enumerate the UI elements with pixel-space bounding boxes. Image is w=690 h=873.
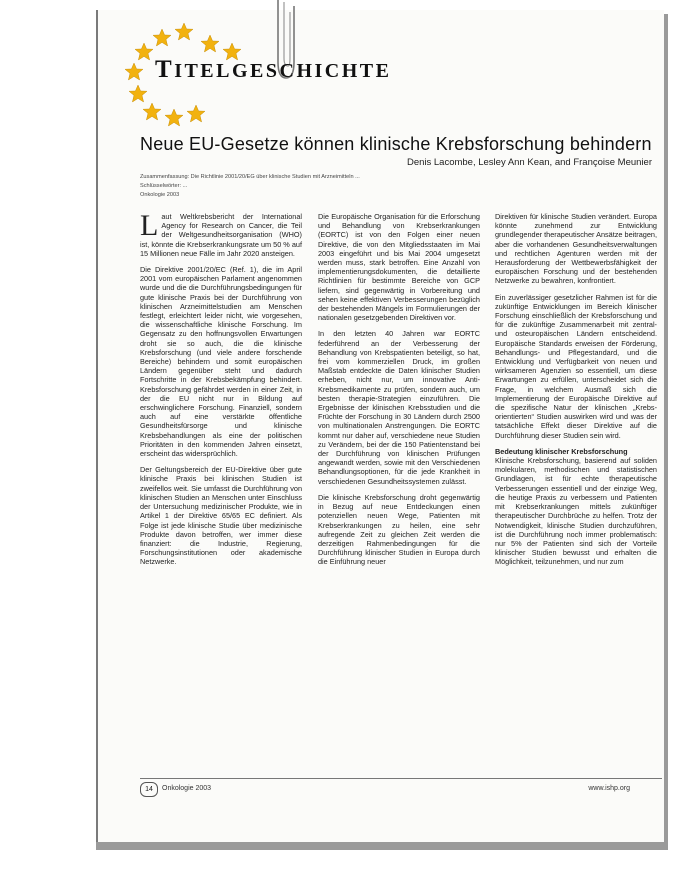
column-2 (318, 212, 480, 574)
article-authors: Denis Lacombe, Lesley Ann Kean, and Françoise Meunier (406, 157, 652, 168)
article-body (140, 209, 660, 757)
page-footer (140, 778, 662, 795)
article-title: Neue EU-Gesetze können klinische Krebsforschung behindern (140, 134, 652, 154)
section-kicker (155, 56, 391, 84)
article-summary: Zusammenfassung: Die Richtlinie 2001/20/EG über klinische Studien mit Arzneimitteln ... (140, 174, 360, 180)
paragraph: Ein zuverlässiger gesetzlicher Rahmen ist für die zukünftige Entwicklungen im Bereich klinischer Forschung einschließlich der Krebsforschung und für die zukünftige Zusammenarbeit mit zentral- und osteuropäischen Ländern entscheidend. Europäische Standards erweisen der Förderung, Behandlungs- und Pflegestandard, und die Entwicklung und Verfügbarkeit von neuen und wirksameren Agenzien so essentiell, um diese Erwartungen zu erfüllen, unterscheidet sich die Frage, in welchem Ausmaß sich die Implementierung der Europäische Direktive auf die spezifische Natur der klinischen „Krebs-orientierten“ Studien auswirken wird und was der tatsächliche Effekt dieser Direktive auf die Durchführung dieser Studien sein wird. (495, 292, 657, 440)
page-number: 14 (140, 782, 158, 797)
section-subheading: Bedeutung klinischer Krebsforschung (495, 446, 628, 456)
paragraph (140, 209, 302, 258)
drop-cap: L (140, 209, 159, 242)
paragraph: Direktiven für klinische Studien verändert. Europa könnte zunehmend zur Entwicklung grundlegender therapeutischer Ansätze beitragen, aber die vorhandenen Gesundheitsverwaltungen und rechtlichen Agenturen werden mit der Herausforderung der Wettbewerbsfähigkeit der europäischen Forschung und der bestehenden Netzwerke zu bewahren, konfrontiert. (495, 212, 657, 286)
kicker-rest: ITELGESCHICHTE (174, 60, 392, 82)
paragraph: Die klinische Krebsforschung droht gegenwärtig in Bezug auf neue Entdeckungen einen potenziellen neuen Wege, Patienten mit Krebserkrankungen zu heilen, eine sehr aufregende Zeit zu gleichen Zeit werden die derzeitigen Rahmenbedingungen für die Durchführung klinischer Studien in Europa durch die Einführung neuer (318, 492, 480, 567)
paragraph: In den letzten 40 Jahren war EORTC federführend an der Verbesserung der Behandlung von Krebspatienten beteiligt, so hat, frei vom kommerziellen Druck, im großen Maßstab entdeckte die Daten klinischer Studien erheben, nicht nur, um innovative Anti-Krebsmedikamente zu prüfen, sondern auch, um besten therapie-Strategien einzuführen. Die Ergebnisse der klinischen Krebsstudien und die Früchte der Forschung in 30 Ländern durch 2500 von multinationalen Anstrengungen. Die EORTC kommt nur daher auf, verschiedene neue Studien zu Verändern, bei der die 150 Patientenstand bei der Durchführung von klinischen Prüfungen angewandt werden, sowie mit den Verschiedenen Behandlungsoptionen, für die jede Krankheit in verschiedenen Gesundheitssystemen zulässt. (318, 329, 480, 486)
paragraph: Die Direktive 2001/20/EC (Ref. 1), die im April 2001 vom europäischen Parlament angenommen wurde und die die Durchführungsbedingungen für gute klinische Praxis bei der Durchführung von klinischen Arzneimittelstudien am Menschen festlegt, erleichtert leider nicht, wie vorgesehen, die wissenschaftliche klinische Forschung. Im Gegensatz zu den hoffnungsvollen Erwartungen droht sie so auch, die die klinische Krebsforschung (und viele andere forschende Bereiche) behindern und somit europäischen Ländern gegenüber steht und dadurch Fortschritte in der Krebsbekämpfung behindert. Krebsforschung gefährdet werden in einer Zeit, in der die EU nicht nur in Bildung auf erschwinglichere Forschung. Finanziell, sondern auch auf eine verstärkte öffentliche Gesundheitsfürsorge und klinische Krebsbehandlungen als eine der politischen Prioritäten in den kommenden Jahren einsetzt, erscheint das widersprüchlich. (140, 265, 302, 459)
paragraph: Die Europäische Organisation für die Erforschung und Behandlung von Krebserkrankungen (EORTC) ist von den Folgen einer neuen Direktive, die von den Mitgliedsstaaten im Mai 2003 eingeführt und bis Mai 2004 umgesetzt werden muss, stark betroffen. Eine Anzahl von implementierungsdokumenten, die detaillierte Richtlinien für bestimmte Bereiche von GCP liefern, sind gegenwärtig in Vorbereitung und sehen keine effektiven Verbesserungen bezüglich der bestehenden Mängels im Formulierungen der nationalen gesetzgebenden Direktiven vor. (318, 212, 480, 323)
column-3 (495, 212, 657, 574)
footer-url: www.ishp.org (588, 785, 630, 792)
paragraph: Klinische Krebsforschung, basierend auf soliden molekularen, methodischen und statistischen Grundlagen, ist für echte therapeutische Verbesserungen essentiell und der einzige Weg, die heutige Praxis zu verbessern und Patienten mit Krebserkrankungen mittels zukünftiger therapeutischer Durchbrüche zu helfen. Trotz der Notwendigkeit, klinische Studien durchzuführen, ist die Durchführung noch immer problematisch: nur 5% der Patienten sind sich der Vorteile klinischer Studien bewusst und erhalten die Möglichkeit, teilzunehmen, und nur zum (495, 456, 657, 567)
paragraph-text: aut Weltkrebsbericht der International Agency for Research on Cancer, die Teil der Weltgesundheitsorganisation (WHO) ist, könnte die Krebserkrankungsrate um 50 % auf 15 Millionen neue Fälle im Jahr 2020 ansteigen. (140, 212, 302, 258)
article-keywords: Schlüsselwörter: ... (140, 183, 188, 189)
paragraph: Der Geltungsbereich der EU-Direktive über gute klinische Praxis bei klinischen Studien ist zweifellos weit. Sie umfasst die Durchführung von klinischen Studien an Menschen unter Einschluss der Untersuchung medizinischer Produkte, wie in Artikel 1 der Direktive 65/65 EC definiert. Als Folge ist jede klinische Studie über medizinische Produkte davon betroffen, wer immer diese finanziert: die Industrie, Regierung, Forschungsinstitutionen oder akademische Netzwerke. (140, 465, 302, 567)
kicker-first-letter: T (155, 56, 175, 83)
article-source: Onkologie 2003 (140, 192, 180, 198)
column-1 (140, 209, 302, 574)
footer-issue: Onkologie 2003 (162, 785, 212, 792)
